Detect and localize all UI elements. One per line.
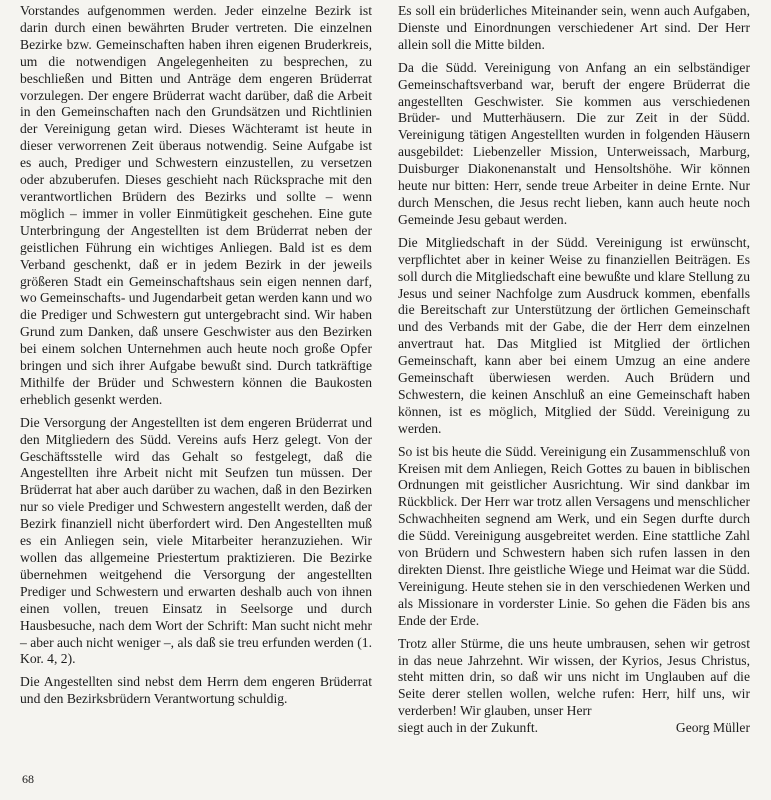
- paragraph: Vorstandes aufgenommen werden. Jeder einzelne Bezirk ist darin durch einen bewährten Bruder vertreten. Die einzelnen Bezirke bzw. Gemeinschaften haben ihren eigenen Bruderkreis, um die notwendigen Angelegenheiten zu besprechen, zu beschließen und Bitten und Anträge dem engeren Brüderrat vorzulegen. Der engere Brüderrat wacht darüber, daß die Arbeit in den Gemeinschaften nach den Grundsätzen und Richtlinien der Vereinigung getan wird. Dieses Wächteramt ist heute in dieser verworrenen Zeit überaus notwendig. Seine Aufgabe ist es auch, Prediger und Schwestern einzustellen, zu versetzen oder abzuberufen. Dieses geschieht nach Rücksprache mit den verantwortlichen Brüdern des Bezirks und sollte – wenn möglich – immer in voller Einmütigkeit geschehen. Eine gute Unterbringung der Angestellten ist dem Brüderrat neben der geistlichen Führung ein wichtiges Anliegen. Bald ist es dem Verband geschenkt, daß er in jedem Bezirk in der jeweils größeren Stadt ein Gemeinschaftshaus sein eigen nennen darf, wo Gemeinschafts- und Jugendarbeit getan werden kann und wo die Prediger und Schwestern gut untergebracht sind. Wir haben Grund zum Danken, daß unsere Geschwister aus den Bezirken bei einem solchen Unternehmen auch heute noch große Opfer bringen und sich ihrer Aufgabe bewußt sind. Durch tatkräftige Mithilfe der Brüder und Schwestern können die Baukosten erheblich gesenkt werden.: [20, 3, 372, 407]
- paragraph: Es soll ein brüderliches Miteinander sein, wenn auch Aufgaben, Dienste und Einordnungen verschiedener Art sind. Der Herr allein soll die Mitte bilden.: [398, 3, 750, 52]
- paragraph: Die Versorgung der Angestellten ist dem engeren Brüderrat und den Mitgliedern des Südd. Vereins aufs Herz gelegt. Von der Geschäftsstelle wird das Gehalt so festgelegt, daß die Angestellten ihre Arbeit nicht mit Seufzen tun müssen. Der Brüderrat hat aber auch darüber zu wachen, daß in den Bezirken nur so viele Prediger und Schwestern angestellt werden, daß der Bezirk finanziell nicht überfordert wird. Den Angestellten muß es ein Anliegen sein, viele Mitarbeiter heranzuziehen. Wir wollen das allgemeine Priestertum praktizieren. Die Bezirke übernehmen weitgehend die Versorgung der angestellten Prediger und Schwestern und erwarten deshalb auch von ihnen einen vollen, treuen Einsatz in Seelsorge und durch Hausbesuche, nach dem Wort der Schrift: Man sucht nicht mehr – aber auch nicht weniger –, als daß sie treu erfunden werden (1. Kor. 4, 2).: [20, 414, 372, 667]
- paragraph: Die Angestellten sind nebst dem Herrn dem engeren Brüderrat und den Bezirksbrüdern Verantwortung schuldig.: [20, 674, 372, 707]
- paragraph: Trotz aller Stürme, die uns heute umbrausen, sehen wir getrost in das neue Jahrzehnt. Wir wissen, der Kyrios, Jesus Christus, steht mitten drin, so daß wir uns nicht im Unglauben auf die Seite derer stellen wollen, welche rufen: Herr, hilf uns, wir verderben! Wir glauben, unser Herr: [398, 635, 750, 719]
- paragraph: So ist bis heute die Südd. Vereinigung ein Zusammenschluß von Kreisen mit dem Anliegen, Reich Gottes zu bauen in biblischen Ordnungen mit geistlicher Ausrichtung. Wir sind dankbar im Rückblick. Der Herr war trotz allen Versagens und menschlicher Schwachheiten segnend am Werk, und ein Segen durfte durch die Südd. Vereinigung ausgebreitet werden. Eine stattliche Zahl von Brüdern und Schwestern haben sich rufen lassen in den direkten Dienst. Ihre geistliche Wiege und Heimat war die Südd. Vereinigung. Heute stehen sie in den verschiedenen Werken und als Missionare in vorderster Linie. So gehen die Fäden bis ans Ende der Erde.: [398, 443, 750, 628]
- left-text-column: [20, 3, 372, 708]
- paragraph: Da die Südd. Vereinigung von Anfang an ein selbständiger Gemeinschaftsverband war, beruft der engere Brüderrat die angestellten Geschwister. Sie kommen aus verschiedenen Brüder- und Mutterhäusern. Die zur Zeit in der Südd. Vereinigung tätigen Angestellten wurden in folgenden Häusern ausgebildet: Liebenzeller Mission, Unterweissach, Marburg, Duisburger Diakonenanstalt und Hensoltshöhe. Wir können heute nur bitten: Herr, sende treue Arbeiter in deine Ernte. Nur durch Menschen, die Jesus recht lieben, kann auch heute noch Gemeinde Jesu gebaut werden.: [398, 59, 750, 227]
- right-text-column: [398, 3, 750, 737]
- page-number: 68: [22, 772, 34, 786]
- closing-text: siegt auch in der Zukunft.: [398, 720, 539, 736]
- signature-line: [398, 720, 750, 737]
- paragraph: Die Mitgliedschaft in der Südd. Vereinigung ist erwünscht, verpflichtet aber in keiner Weise zu finanziellen Beiträgen. Es soll durch die Mitgliedschaft eine bewußte und klare Stellung zu Jesus und seiner Nachfolge zum Ausdruck kommen, ebenfalls die Bereitschaft zur Unterstützung der örtlichen Gemeinschaft und des Verbands mit der Gabe, die der Herr dem einzelnen anvertraut hat. Das Mitglied ist Mitglied der örtlichen Gemeinschaft, kann aber bei einem Umzug an eine andere Gemeinschaft überwiesen werden. Auch Brüdern und Schwestern, die keinen Anschluß an eine Gemeinschaft haben können, ist es möglich, Mitglied der Südd. Vereinigung zu werden.: [398, 234, 750, 436]
- author-signature: Georg Müller: [675, 720, 750, 736]
